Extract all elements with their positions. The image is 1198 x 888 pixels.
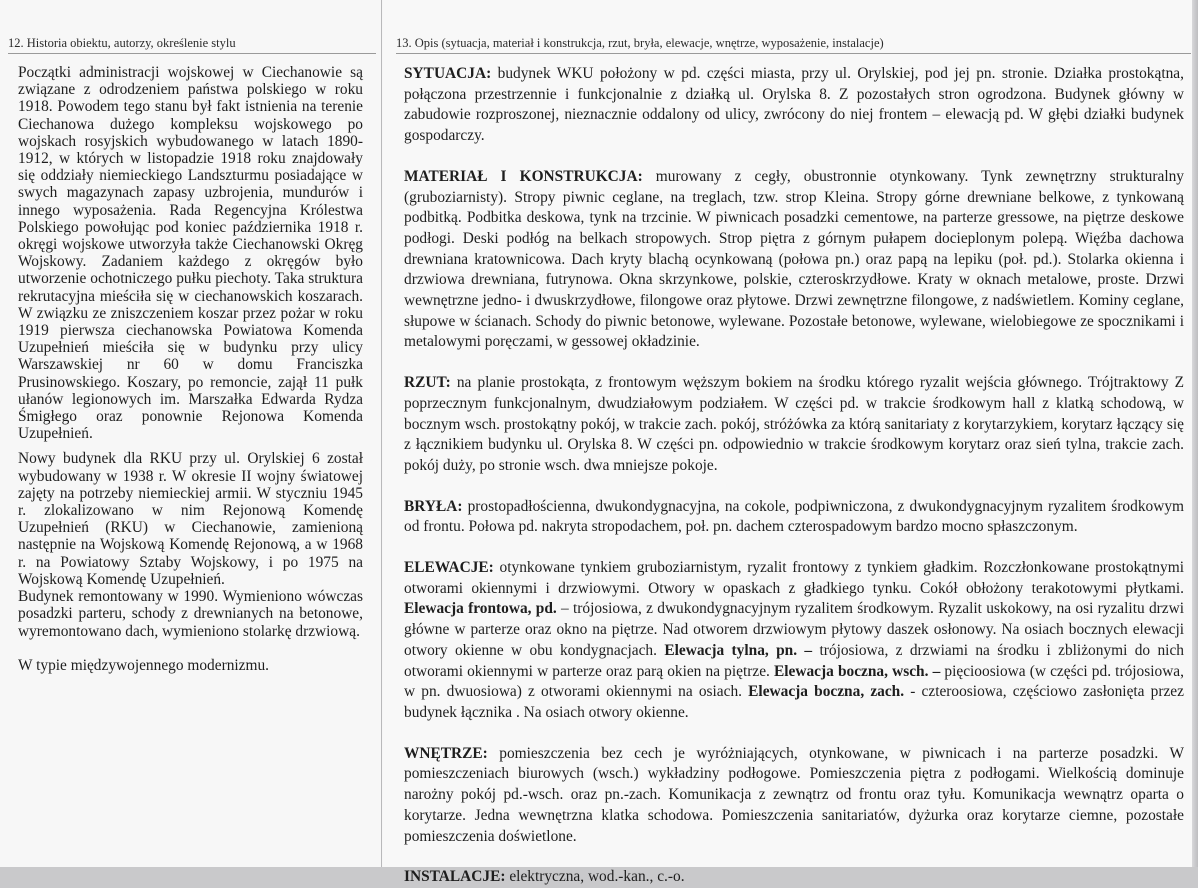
page-edge — [1192, 0, 1198, 867]
sytuacja-text: budynek WKU położony w pd. części miasta, przy ul. Orylskiej, pod jej pn. stronie. Działka prostokątna, połączona przestrzennie i funkcjonalnie z działką ul. Orylska 8. Z pozostałych stron ogrodzona. Budynek główny w zabudowie rozproszonej, nieznacznie oddalony od ulicy, zwrócony do niej frontem – elewacją pd. W głębi działki budynek gospodarczy. — [404, 65, 1184, 145]
description-header-rule — [396, 53, 1191, 54]
elewacja-tylna-label: Elewacja tylna, pn. – — [664, 641, 813, 659]
history-paragraph-2: Nowy budynek dla RKU przy ul. Orylskiej 6 został wybudowany w 1938 r. W okresie II wojny światowej zajęty na potrzeby niemieckiej armii. W styczniu 1945 r. zlokalizowano w nim Rejonową Komendę Uzupełnień (RKU) w Ciechanowie, zamienioną następnie na Wojskową Komendę Rejonową, a w 1968 r. na Powiatowy Sztaby Wojskowy, i po 1975 na Wojskową Komendę Uzupełnień. — [18, 450, 363, 588]
elewacje-text-4: pięcioosiowa (w części pd. trójosiowa, w pn. dwuosiowa) z otworami okiennymi na osiach. — [404, 662, 1184, 701]
history-paragraph-1: Początki administracji wojskowej w Ciechanowie są związane z odrodzeniem państwa polskiego w roku 1918. Powodem tego stanu był fakt istnienia na terenie Ciechanowa dużego kompleksu wojskowego po wojskach rosyjskich wybudowanego w latach 1890-1912, w których w listopadzie 1918 roku znajdowały się oddziały niemieckiego Landszturmu posiadające w swych magazynach zapasy uzbrojenia, mundurów i innego wyposażenia. Rada Regencyjna Królestwa Polskiego powołując pod koniec października 1918 r. okręgi wojskowe utworzyła także Ciechanowski Okręg Wojskowy. Zadaniem każdego z okręgów było utworzenie ochotniczego pułku piechoty. Taka struktura rekrutacyjna mieściła się w ciechanowskich koszarach. W związku ze zniszczeniem koszar przez pożar w roku 1919 pierwsza ciechanowska Powiatowa Komenda Uzupełnień mieściła się w budynku przy ulicy Warszawskiej nr 60 w domu Franciszka Prusinowskiego. Koszary, po remoncie, zajął 11 pułk ułanów legionowych im. Marszałka Edwarda Rydza Śmigłego oraz ponownie Rejonowa Komenda Uzupełnień. — [18, 64, 363, 443]
description-text — [404, 64, 1184, 888]
description-section-header: 13. Opis (sytuacja, materiał i konstrukcja, rzut, bryła, elewacje, wnętrze, wyposażenie, instalacje) — [396, 36, 884, 50]
bryla-label: BRYŁA: — [404, 497, 463, 515]
instalacje-text: elektryczna, wod.-kan., c.-o. — [505, 868, 685, 886]
elewacje-text-2: – trójosiowa, z dwukondygnacyjnym ryzalitem środkowym. Ryzalit uskokowy, na osi ryzalitu drzwi główne w parterze oraz okno na piętrze. Nad otworem drzwiowym płytowy daszek osłonowy. Na osiach bocznych elewacji otwory okienne w obu kondygnacjach. — [404, 600, 1184, 659]
instalacje-label: INSTALACJE: — [404, 868, 506, 886]
rzut-label: RZUT: — [404, 374, 451, 392]
history-header-rule — [8, 53, 376, 54]
history-text — [18, 64, 363, 674]
bryla-text: prostopadłościenna, dwukondygnacyjna, na cokole, podpiwniczona, z dwukondygnacyjnym ryzalitem środkowym od frontu. Połowa pd. nakryta stropodachem, poł. pn. dachem czterospadowym bardzo mocno spłaszczonym. — [404, 497, 1184, 536]
style-note: W typie międzywojennego modernizmu. — [18, 656, 270, 674]
wnetrze-label: WNĘTRZE: — [404, 744, 488, 762]
section-sytuacja — [404, 64, 1184, 147]
elewacja-frontowa-label: Elewacja frontowa, pd. — [404, 600, 557, 618]
history-section-header: 12. Historia obiektu, autorzy, określenie stylu — [8, 36, 236, 50]
history-column — [0, 0, 382, 867]
section-material — [404, 167, 1184, 353]
elewacja-wsch-label: Elewacja boczna, wsch. – — [774, 662, 941, 680]
material-text: murowany z cegły, obustronnie otynkowany. Tynk zewnętrzny strukturalny (gruboziarnisty). Stropy piwnic ceglane, na treglach, tzw. strop Kleina. Stropy górne drewniane belkowe, z tynkowaną podbitką. Podbitka deskowa, tynk na trzcinie. W piwnicach posadzki cementowe, na parterze gressowe, na piętrze deskowe podłogi. Deski podłóg na belkach stropowych. Strop piętra z górnym pułapem docieplonym polepą. Więźba dachowa drewniana kratownicowa. Dach kryty blachą ocynkowaną (połowa pn.) oraz papą na lepiku (poł. pd.). Stolarka okienna i drzwiowa drewniana, futrynowa. Okna skrzynkowe, polskie, czteroskrzydłowe. Kraty w oknach metalowe, proste. Drzwi wewnętrzne jedno- i dwuskrzydłowe, filongowe oraz płytowe. Drzwi zewnętrzne filongowe, z nadświetlem. Kominy ceglane, słupowe w ścianach. Schody do piwnic betonowe, wylewane. Pozostałe betonowe, wylewane, wielobiegowe ze spocznikami i metalowymi poręczami, w gessowej okładzinie. — [404, 167, 1184, 351]
sytuacja-label: SYTUACJA: — [404, 65, 492, 82]
section-rzut — [404, 373, 1184, 477]
rzut-text: na planie prostokąta, z frontowym węższym bokiem na środku którego ryzalit wejścia głównego. Trójtraktowy Z poprzecznym funkcjonalnym, dwudziałowym podziałem. W części pd. w trakcie środkowym hall z klatką schodową, w bocznym wsch. prostokątny pokój, w trakcie zach. pokój, stróżówka za którą sanitariaty z korytarzykiem, korytarz łączący się z łącznikiem budynku ul. Orylska 8. W części pn. odpowiednio w trakcie środkowym korytarz oraz sień tylna, trakcie zach. pokój duży, po stronie wsch. dwa mniejsze pokoje. — [404, 374, 1184, 474]
wnetrze-text: pomieszczenia bez cech je wyróżniających, otynkowane, w piwnicach i na parterze posadzki. W pomieszczeniach biurowych (wsch.) wykładziny podłogowe. Pomieszczenia piętra z podłogami. Wielkością dominuje narożny pokój pd.-wsch. oraz pn.-zach. Komunikacja z zewnątrz od frontu oraz tyłu. Komunikacja wewnątrz oparta o korytarze. Jedna wewnętrzna klatka schodowa. Pomieszczenia sanitariatów, dyżurka oraz korytarze ciemne, pozostałe pomieszczenia doświetlone. — [404, 744, 1184, 845]
description-column — [383, 0, 1198, 886]
section-instalacje — [404, 867, 1184, 888]
history-paragraph-3: Budynek remontowany w 1990. Wymieniono wówczas posadzki parteru, schody z drewnianych na betonowe, wyremontowano dach, wymieniono stolarkę drzwiową. — [18, 588, 363, 640]
elewacje-text-5: - czteroosiowa, częściowo zasłonięta przez budynek łącznika . Na osiach otwory okienne. — [404, 683, 1184, 721]
section-elewacje — [404, 558, 1184, 724]
elewacja-zach-label: Elewacja boczna, zach. — [748, 683, 905, 701]
section-wnetrze — [404, 744, 1184, 848]
elewacje-label: ELEWACJE: — [404, 559, 494, 577]
elewacje-text-1: otynkowane tynkiem gruboziarnistym, ryzalit frontowy z tynkiem gładkim. Rozczłonkowane prostokątnymi otworami okiennymi i drzwiowymi. Otwory w opaskach z gładkiego tynku. Cokół obłożony terakotowymi płytkami. — [404, 559, 1184, 597]
section-bryla — [404, 497, 1184, 538]
elewacje-text-3: trójosiowa, z drzwiami na środku i zbliżonymi do nich otworami okiennymi w parterze oraz parą okien na piętrze. — [404, 641, 1184, 680]
material-label: MATERIAŁ I KONSTRUKCJA: — [404, 167, 643, 185]
